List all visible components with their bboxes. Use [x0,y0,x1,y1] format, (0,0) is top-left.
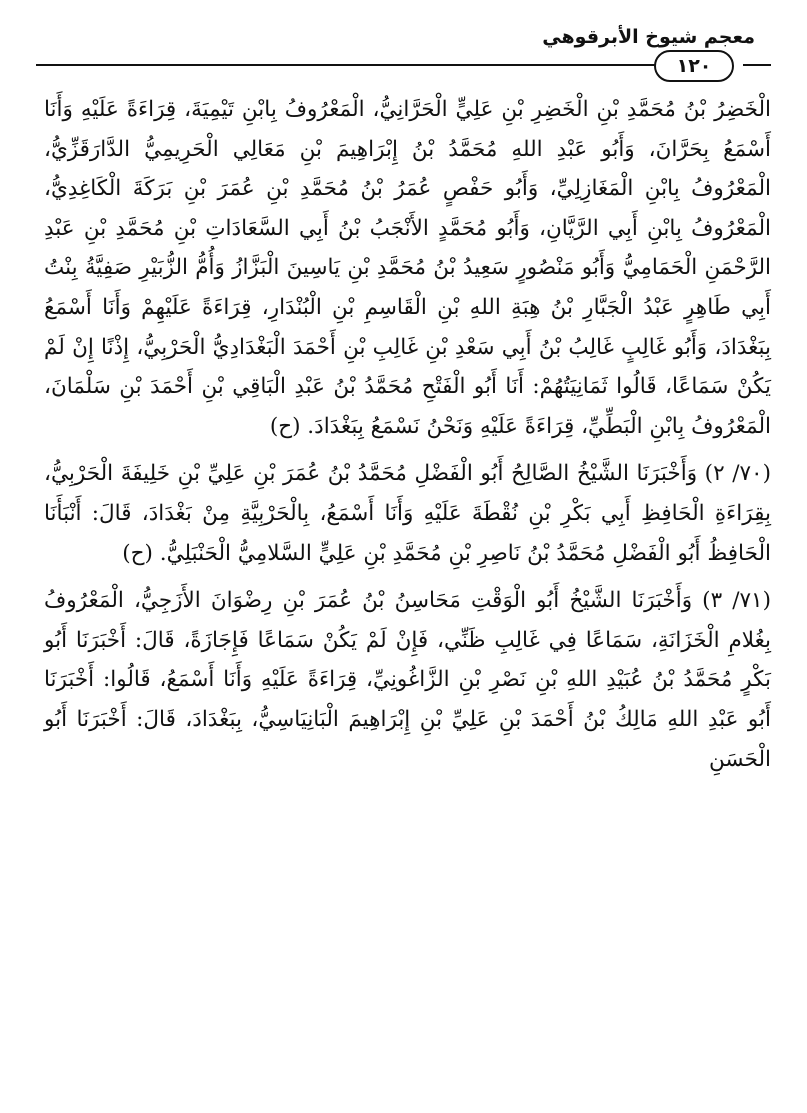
running-title: معجم شيوخ الأبرقوهي [542,26,755,48]
paragraph-3: (٧١/ ٣) وَأَخْبَرَنَا الشَّيْخُ أَبُو الْوَقْتِ مَحَاسِنُ بْنُ عُمَرَ بْنِ رِضْوَانَ الأَزَجِيُّ، الْمَعْرُوفُ بِغُلامِ الْخَزَانَةِ، سَمَاعًا فِي غَالِبِ ظَنِّي، فَإِنْ لَمْ يَكُنْ سَمَاعًا فَإِجَازَةً، قَالَ: أَخْبَرَنَا أَبُو بَكْرٍ مُحَمَّدُ بْنُ عُبَيْدِ اللهِ بْنِ نَصْرِ بْنِ الزَّاغُونِيِّ، قِرَاءَةً عَلَيْهِ وَأَنَا أَسْمَعُ، قَالُوا: أَخْبَرَنَا أَبُو عَبْدِ اللهِ مَالِكُ بْنُ أَحْمَدَ بْنِ عَلِيِّ بْنِ إِبْرَاهِيمَ الْبَانِيَاسِيُّ، بِبَغْدَادَ، قَالَ: أَخْبَرَنَا أَبُو الْحَسَنِ [44,588,771,772]
paragraph-1: الْخَضِرُ بْنُ مُحَمَّدِ بْنِ الْخَضِرِ بْنِ عَلِيٍّ الْحَرَّانِيُّ، الْمَعْرُوفُ بِابْنِ تَيْمِيَةَ، قِرَاءَةً عَلَيْهِ وَأَنَا أَسْمَعُ بِحَرَّانَ، وَأَبُو عَبْدِ اللهِ مُحَمَّدُ بْنُ إِبْرَاهِيمَ بْنِ مَعَالِي الْحَرِيمِيُّ الدَّارَقَزِّيُّ، الْمَعْرُوفُ بِابْنِ الْمَغَازِلِيِّ، وَأَبُو حَفْصٍ عُمَرُ بْنُ مُحَمَّدِ بْنِ عُمَرَ بْنِ بَرَكَةَ الْكَاغِدِيُّ، الْمَعْرُوفُ بِابْنِ أَبِي الرَّيَّانِ، وَأَبُو مُحَمَّدٍ الأَنْجَبُ بْنُ أَبِي السَّعَادَاتِ بْنِ مُحَمَّدِ بْنِ عَبْدِ الرَّحْمَنِ الْحَمَامِيُّ وَأَبُو مَنْصُورٍ سَعِيدُ بْنُ مُحَمَّدِ بْنِ يَاسِينَ الْبَزَّازُ وَأُمُّ الزُّبَيْرِ صَفِيَّةُ بِنْتُ أَبِي طَاهِرٍ عَبْدُ الْجَبَّارِ بْنُ هِبَةِ اللهِ بْنِ الْقَاسِمِ بْنِ الْبُنْدَارِ، قِرَاءَةً عَلَيْهِمْ وَأَنَا أَسْمَعُ بِبَغْدَادَ، وَأَبُو غَالِبٍ غَالِبُ بْنُ أَبِي سَعْدِ بْنِ غَالِبِ بْنِ أَحْمَدَ الْبَغْدَادِيُّ الْحَرْبِيُّ، إِذْنًا إِنْ لَمْ يَكُنْ سَمَاعًا، قَالُوا ثَمَانِيَتُهُمْ: أَنَا أَبُو الْفَتْحِ مُحَمَّدُ بْنُ عَبْدِ الْبَاقِي بْنِ أَحْمَدَ بْنِ سَلْمَانَ، الْمَعْرُوفُ بِابْنِ الْبَطِّيِّ، قِرَاءَةً عَلَيْهِ وَنَحْنُ نَسْمَعُ بِبَغْدَادَ. (ح) [44,97,771,439]
page-header [18,22,789,77]
body-text [44,90,771,779]
header-rule [36,64,677,66]
page-number: ١٢٠ [654,50,734,82]
paragraph-2: (٧٠/ ٢) وَأَخْبَرَنَا الشَّيْخُ الصَّالِحُ أَبُو الْفَضْلِ مُحَمَّدُ بْنُ عُمَرَ بْنِ عَلِيِّ بْنِ خَلِيفَةَ الْحَرْبِيُّ، بِقِرَاءَةِ الْحَافِظِ أَبِي بَكْرِ بْنِ نُقْطَةَ عَلَيْهِ وَأَنَا أَسْمَعُ، بِالْحَرْبِيَّةِ مِنْ بَغْدَادَ، قَالَ: أَنْبَأَنَا الْحَافِظُ أَبُو الْفَضْلِ مُحَمَّدُ بْنُ نَاصِرِ بْنِ مُحَمَّدِ بْنِ عَلِيٍّ السَّلامِيُّ الْحَنْبَلِيُّ. (ح) [44,461,771,566]
header-rule-end [743,64,771,66]
